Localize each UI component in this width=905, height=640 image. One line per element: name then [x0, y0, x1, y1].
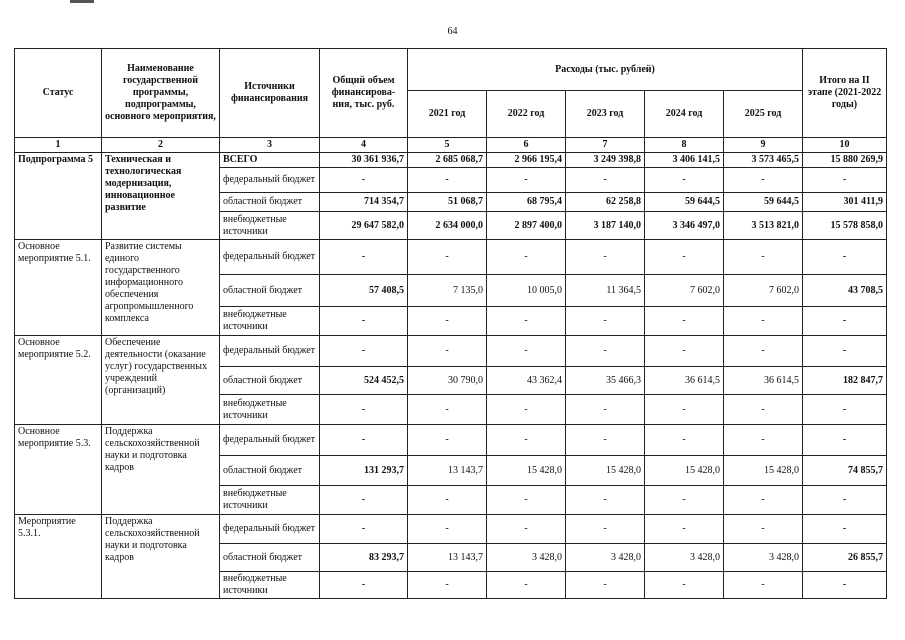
value-cell: - [803, 240, 887, 275]
value-cell: - [566, 395, 645, 425]
value-cell: 13 143,7 [408, 456, 487, 486]
value-cell: - [566, 307, 645, 336]
value-cell: - [724, 425, 803, 456]
header-source: Источники финансирования [220, 49, 320, 138]
col-number: 5 [408, 138, 487, 153]
value-cell: - [487, 307, 566, 336]
value-cell: 7 602,0 [724, 275, 803, 307]
row-status: Основное мероприятие 5.2. [15, 336, 102, 425]
value-cell: 3 187 140,0 [566, 212, 645, 240]
value-cell: - [566, 336, 645, 367]
header-name: Наименование государственной программы, подпрограммы, основного мероприятия, [102, 49, 220, 138]
value-cell: - [724, 486, 803, 515]
value-cell: - [320, 336, 408, 367]
table-row [15, 153, 887, 168]
funding-source: областной бюджет [220, 544, 320, 572]
row-name: Поддержка сельскохозяйственной науки и подготовка кадров [102, 425, 220, 515]
funding-source: внебюджетные источники [220, 212, 320, 240]
value-cell: 15 880 269,9 [803, 153, 887, 168]
value-cell: - [487, 240, 566, 275]
value-cell: 57 408,5 [320, 275, 408, 307]
row-status: Основное мероприятие 5.3. [15, 425, 102, 515]
value-cell: 59 644,5 [645, 193, 724, 212]
value-cell: 43 362,4 [487, 367, 566, 395]
value-cell: - [408, 572, 487, 599]
value-cell: - [803, 515, 887, 544]
value-cell: - [408, 515, 487, 544]
value-cell: - [320, 572, 408, 599]
col-number: 7 [566, 138, 645, 153]
funding-source: областной бюджет [220, 367, 320, 395]
value-cell: 524 452,5 [320, 367, 408, 395]
header-year: 2024 год [645, 91, 724, 138]
budget-table [14, 48, 887, 599]
header-status: Статус [15, 49, 102, 138]
funding-source: областной бюджет [220, 275, 320, 307]
funding-source: федеральный бюджет [220, 240, 320, 275]
value-cell: 15 428,0 [566, 456, 645, 486]
value-cell: - [320, 395, 408, 425]
value-cell: - [645, 168, 724, 193]
value-cell: - [566, 572, 645, 599]
value-cell: - [724, 336, 803, 367]
value-cell: - [487, 486, 566, 515]
value-cell: 714 354,7 [320, 193, 408, 212]
col-number: 3 [220, 138, 320, 153]
col-number: 2 [102, 138, 220, 153]
value-cell: - [566, 168, 645, 193]
value-cell: - [645, 425, 724, 456]
funding-source: внебюджетные источники [220, 395, 320, 425]
value-cell: - [645, 336, 724, 367]
value-cell: 3 428,0 [566, 544, 645, 572]
value-cell: - [803, 336, 887, 367]
col-number: 1 [15, 138, 102, 153]
value-cell: - [724, 168, 803, 193]
header-total: Общий объем финансирова-ния, тыс. руб. [320, 49, 408, 138]
value-cell: 36 614,5 [724, 367, 803, 395]
value-cell: - [320, 486, 408, 515]
funding-source: областной бюджет [220, 193, 320, 212]
value-cell: 35 466,3 [566, 367, 645, 395]
header-itog: Итого на II этапе (2021-2022 годы) [803, 49, 887, 138]
value-cell: 83 293,7 [320, 544, 408, 572]
value-cell: - [645, 307, 724, 336]
col-number: 8 [645, 138, 724, 153]
value-cell: 59 644,5 [724, 193, 803, 212]
value-cell: - [645, 395, 724, 425]
funding-source: федеральный бюджет [220, 515, 320, 544]
value-cell: 15 428,0 [724, 456, 803, 486]
value-cell: - [408, 486, 487, 515]
value-cell: - [645, 486, 724, 515]
value-cell: - [487, 395, 566, 425]
value-cell: - [645, 515, 724, 544]
value-cell: 36 614,5 [645, 367, 724, 395]
col-number: 4 [320, 138, 408, 153]
value-cell: - [645, 240, 724, 275]
value-cell: 301 411,9 [803, 193, 887, 212]
scan-artifact [70, 0, 94, 3]
funding-source: областной бюджет [220, 456, 320, 486]
funding-source: ВСЕГО [220, 153, 320, 168]
value-cell: - [724, 572, 803, 599]
value-cell: 11 364,5 [566, 275, 645, 307]
value-cell: 2 897 400,0 [487, 212, 566, 240]
value-cell: 3 513 821,0 [724, 212, 803, 240]
value-cell: - [566, 240, 645, 275]
value-cell: - [487, 168, 566, 193]
funding-source: внебюджетные источники [220, 486, 320, 515]
row-status: Мероприятие 5.3.1. [15, 515, 102, 599]
value-cell: 15 428,0 [645, 456, 724, 486]
value-cell: - [566, 486, 645, 515]
value-cell: 3 406 141,5 [645, 153, 724, 168]
value-cell: 29 647 582,0 [320, 212, 408, 240]
value-cell: 10 005,0 [487, 275, 566, 307]
value-cell: 74 855,7 [803, 456, 887, 486]
funding-source: федеральный бюджет [220, 336, 320, 367]
header-year: 2021 год [408, 91, 487, 138]
header-year: 2022 год [487, 91, 566, 138]
value-cell: 13 143,7 [408, 544, 487, 572]
value-cell: - [803, 395, 887, 425]
value-cell: 3 346 497,0 [645, 212, 724, 240]
page-number: 64 [447, 26, 458, 37]
value-cell: - [803, 572, 887, 599]
funding-source: внебюджетные источники [220, 572, 320, 599]
funding-source: федеральный бюджет [220, 425, 320, 456]
value-cell: - [487, 572, 566, 599]
value-cell: 62 258,8 [566, 193, 645, 212]
value-cell: - [566, 515, 645, 544]
value-cell: - [724, 240, 803, 275]
funding-source: федеральный бюджет [220, 168, 320, 193]
value-cell: 3 249 398,8 [566, 153, 645, 168]
value-cell: - [566, 425, 645, 456]
value-cell: - [320, 425, 408, 456]
col-number: 6 [487, 138, 566, 153]
header-year: 2025 год [724, 91, 803, 138]
value-cell: - [803, 307, 887, 336]
value-cell: 182 847,7 [803, 367, 887, 395]
value-cell: - [408, 168, 487, 193]
row-name: Развитие системы единого государственного информационного обеспечения агропромышленного комплекса [102, 240, 220, 336]
value-cell: - [487, 425, 566, 456]
value-cell: 2 634 000,0 [408, 212, 487, 240]
value-cell: - [408, 425, 487, 456]
value-cell: 2 966 195,4 [487, 153, 566, 168]
row-name: Обеспечение деятельности (оказание услуг) государственных учреждений (организаций) [102, 336, 220, 425]
value-cell: 68 795,4 [487, 193, 566, 212]
table-row [15, 240, 887, 275]
value-cell: - [408, 395, 487, 425]
value-cell: - [320, 307, 408, 336]
row-name: Поддержка сельскохозяйственной науки и подготовка кадров [102, 515, 220, 599]
table-row [15, 515, 887, 544]
value-cell: - [487, 336, 566, 367]
value-cell: 30 361 936,7 [320, 153, 408, 168]
header-year: 2023 год [566, 91, 645, 138]
value-cell: - [487, 515, 566, 544]
value-cell: 7 135,0 [408, 275, 487, 307]
table-row [15, 425, 887, 456]
value-cell: 51 068,7 [408, 193, 487, 212]
value-cell: 3 428,0 [724, 544, 803, 572]
header-expenses: Расходы (тыс. рублей) [408, 49, 803, 91]
value-cell: 15 578 858,0 [803, 212, 887, 240]
value-cell: 43 708,5 [803, 275, 887, 307]
value-cell: - [724, 515, 803, 544]
value-cell: - [408, 240, 487, 275]
col-number: 9 [724, 138, 803, 153]
value-cell: - [320, 515, 408, 544]
table-body [15, 153, 887, 599]
value-cell: 15 428,0 [487, 456, 566, 486]
value-cell: - [724, 395, 803, 425]
value-cell: 7 602,0 [645, 275, 724, 307]
row-name: Техническая и технологическая модернизация, инновационное развитие [102, 153, 220, 240]
value-cell: - [803, 425, 887, 456]
col-number: 10 [803, 138, 887, 153]
value-cell: - [320, 168, 408, 193]
value-cell: - [645, 572, 724, 599]
value-cell: - [803, 486, 887, 515]
value-cell: 2 685 068,7 [408, 153, 487, 168]
funding-source: внебюджетные источники [220, 307, 320, 336]
row-status: Подпрограмма 5 [15, 153, 102, 240]
row-status: Основное мероприятие 5.1. [15, 240, 102, 336]
table-row [15, 336, 887, 367]
value-cell: - [320, 240, 408, 275]
value-cell: 131 293,7 [320, 456, 408, 486]
value-cell: - [408, 307, 487, 336]
value-cell: - [724, 307, 803, 336]
value-cell: - [803, 168, 887, 193]
value-cell: 3 573 465,5 [724, 153, 803, 168]
value-cell: 3 428,0 [645, 544, 724, 572]
value-cell: 30 790,0 [408, 367, 487, 395]
value-cell: 26 855,7 [803, 544, 887, 572]
value-cell: 3 428,0 [487, 544, 566, 572]
value-cell: - [408, 336, 487, 367]
